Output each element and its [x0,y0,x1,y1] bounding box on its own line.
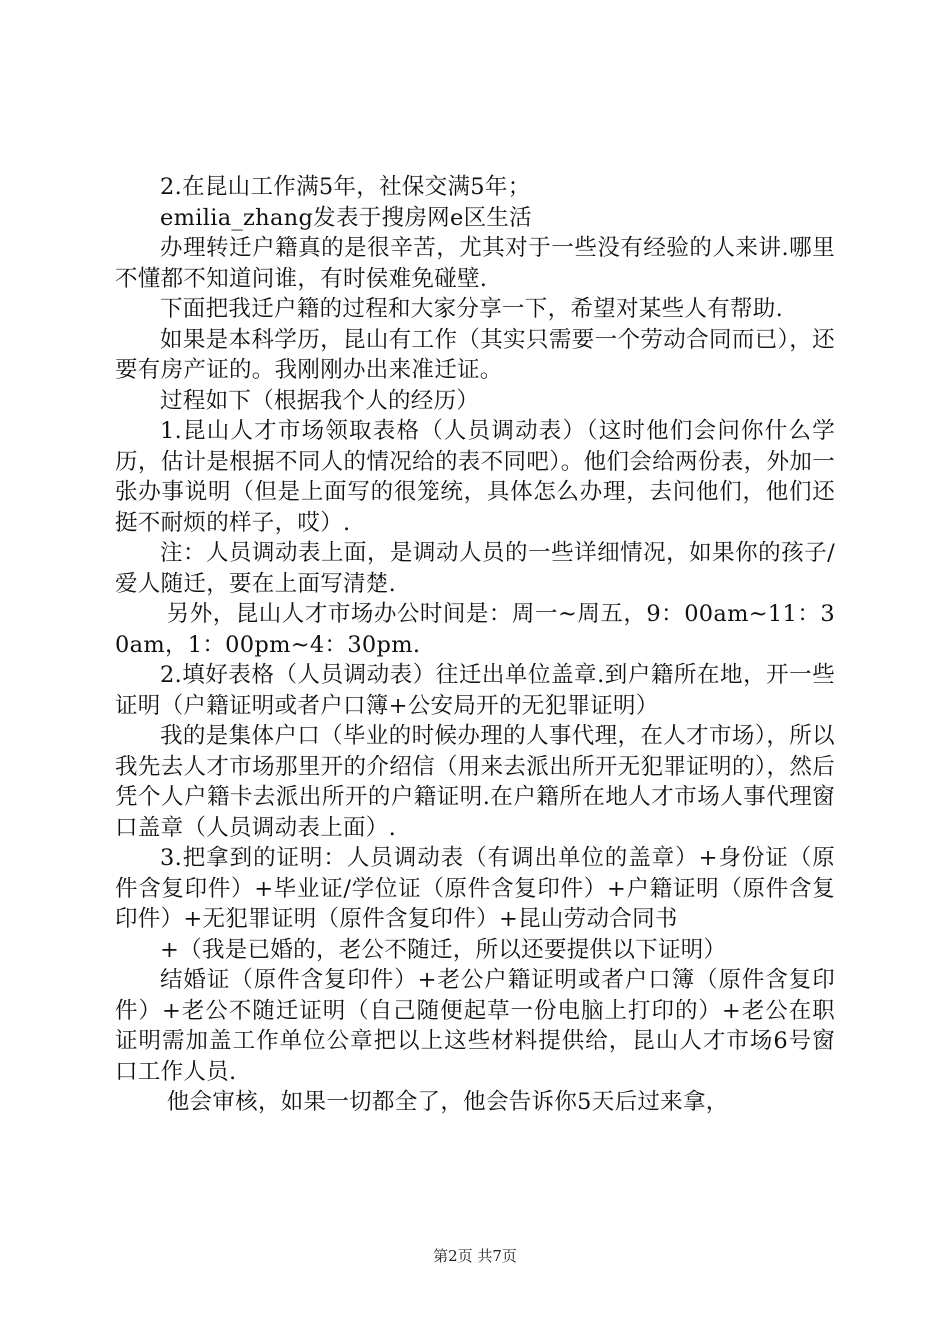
paragraph-married-note: +（我是已婚的，老公不随迁，所以还要提供以下证明） [160,936,727,963]
paragraph-collective-hukou: 我的是集体户口（毕业的时候办理的人事代理，在人才市场），所以我先去人才市场那里开的介绍信（用来去派出所开无犯罪证明的），然后凭个人户籍卡去派出所开的户籍证明.在户籍所在地人才市场人事代理窗口盖章（人员调动表上面）. [115,723,835,841]
paragraph-marriage-docs: 结婚证（原件含复印件）+老公户籍证明或者户口簿（原件含复印件）+老公不随迁证明（自己随便起草一份电脑上打印的）+老公在职证明需加盖工作单位公章把以上这些材料提供给，昆山人才市场6号窗口工作人员. [115,967,835,1085]
paragraph-share: 下面把我迁户籍的过程和大家分享一下，希望对某些人有帮助. [160,296,784,322]
paragraph-office-hours: 另外，昆山人才市场办公时间是：周一~周五，9：00am~11：30am，1：00pm~4：30pm. [115,601,835,658]
paragraph-review: 他会审核，如果一切都全了，他会告诉你5天后过来拿， [166,1089,729,1115]
paragraph-condition: 如果是本科学历，昆山有工作（其实只需要一个劳动合同而已），还要有房产证的。我刚刚办出来准迁证。 [115,326,835,383]
paragraph-process-heading: 过程如下（根据我个人的经历） [160,387,480,414]
document-body [115,172,835,1118]
paragraph-author-line: emilia_zhang发表于搜房网e区生活 [160,204,532,231]
paragraph-requirement-2: 2.在昆山工作满5年，社保交满5年； [160,174,531,200]
page-footer: 第2页 共7页 [433,1247,517,1265]
paragraph-intro: 办理转迁户籍真的是很辛苦，尤其对于一些没有经验的人来讲.哪里不懂都不知道问谁，有时侯难免碰壁. [115,235,835,292]
paragraph-step-1: 1.昆山人才市场领取表格（人员调动表）（这时他们会问你什么学历，估计是根据不同人的情况给的表不同吧）。他们会给两份表，外加一张办事说明（但是上面写的很笼统，具体怎么办理，去问他们，他们还挺不耐烦的样子，哎）. [115,418,835,536]
paragraph-note: 注：人员调动表上面，是调动人员的一些详细情况，如果你的孩子/爱人随迁，要在上面写清楚. [115,540,835,597]
paragraph-step-2: 2.填好表格（人员调动表）往迁出单位盖章.到户籍所在地，开一些证明（户籍证明或者户口簿+公安局开的无犯罪证明） [115,662,835,719]
paragraph-step-3: 3.把拿到的证明：人员调动表（有调出单位的盖章）+身份证（原件含复印件）+毕业证/学位证（原件含复印件）+户籍证明（原件含复印件）+无犯罪证明（原件含复印件）+昆山劳动合同书 [115,845,835,932]
